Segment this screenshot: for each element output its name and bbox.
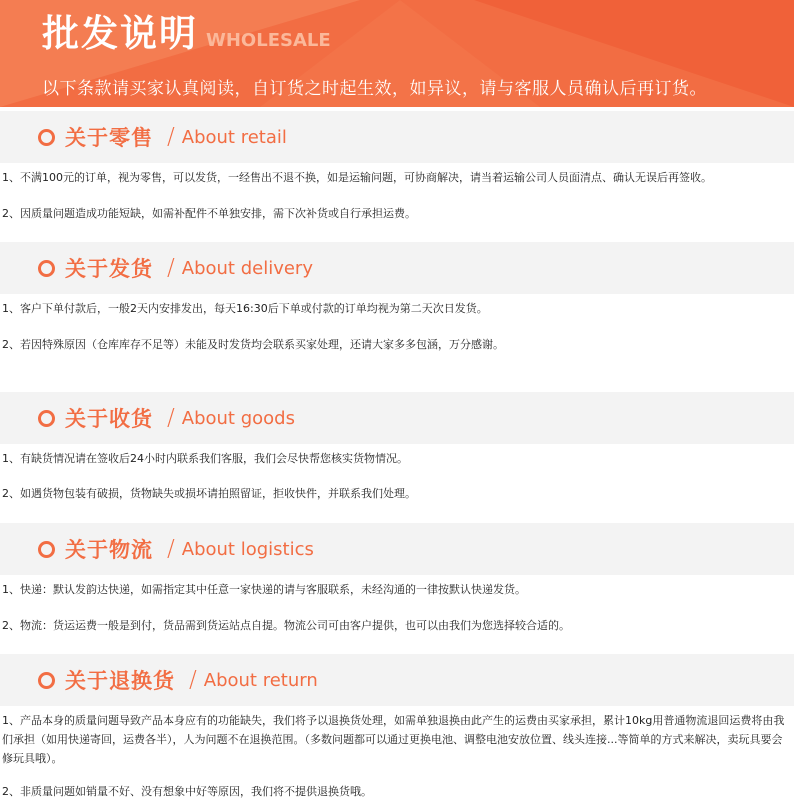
banner-subtitle: 以下条款请买家认真阅读，自订货之时起生效，如异议，请与客服人员确认后再订货。 [42,79,707,99]
slash-divider: / [167,405,175,431]
section-item: 2、非质量问题如销量不好、没有想象中好等原因，我们将不提供退换货哦。 [2,785,372,798]
section-title: 关于退换货 [65,669,175,693]
section-header-logistics [0,523,794,575]
section-title: 关于零售 [65,126,153,150]
section-item: 2、因质量问题造成功能短缺，如需补配件不单独安排，需下次补货或自行承担运费。 [2,207,416,220]
section-header-delivery [0,242,794,294]
section-title-en: About goods [181,407,295,429]
slash-divider: / [189,667,197,693]
page-title: 批发说明 [42,12,198,55]
slash-divider: / [167,124,175,150]
slash-divider: / [167,255,175,281]
section-header-return [0,654,794,706]
section-item: 1、有缺货情况请在签收后24小时内联系我们客服，我们会尽快帮您核实货物情况。 [2,452,408,465]
section-item: 1、客户下单付款后，一般2天内安排发出，每天16:30后下单或付款的订单均视为第二天次日发货。 [2,302,488,315]
section-header-retail [0,111,794,163]
circle-icon [38,129,55,146]
circle-icon [38,541,55,558]
section-title-en: About logistics [181,538,314,560]
section-title: 关于收货 [65,407,153,431]
circle-icon [38,672,55,689]
circle-icon [38,260,55,277]
section-item: 1、快递：默认发韵达快递，如需指定其中任意一家快递的请与客服联系，未经沟通的一律按默认快递发货。 [2,583,526,596]
circle-icon [38,410,55,427]
section-item: 1、不满100元的订单，视为零售，可以发货，一经售出不退不换，如是运输问题，可协商解决，请当着运输公司人员面清点、确认无误后再签收。 [2,171,712,184]
section-item: 1、产品本身的质量问题导致产品本身应有的功能缺失，我们将予以退换货处理，如需单独退换由此产生的运费由买家承担，累计10kg用普通物流退回运费将由我们承担（如用快递寄回，运费各半），人为问题不在退换范围。（多数问题都可以通过更换电池、调整电池安放位置、线头连接...等简单的方式来解决，卖玩具要会修玩具哦）。 [2,714,785,765]
section-title-en: About return [203,669,318,691]
section-item: 2、物流：货运运费一般是到付，货品需到货运站点自提。物流公司可由客户提供，也可以由我们为您选择较合适的。 [2,619,570,632]
section-title: 关于发货 [65,257,153,281]
section-header-goods [0,392,794,444]
section-title-en: About retail [181,126,287,148]
section-item: 2、如遇货物包装有破损，货物缺失或损坏请拍照留证，拒收快件，并联系我们处理。 [2,487,416,500]
header-banner [0,0,794,107]
section-title-en: About delivery [181,257,313,279]
section-title: 关于物流 [65,538,153,562]
banner-title [42,12,331,56]
section-item: 2、若因特殊原因（仓库库存不足等）未能及时发货均会联系买家处理，还请大家多多包涵，万分感谢。 [2,338,504,351]
slash-divider: / [167,536,175,562]
page-title-en: WHOLESALE [206,30,331,51]
